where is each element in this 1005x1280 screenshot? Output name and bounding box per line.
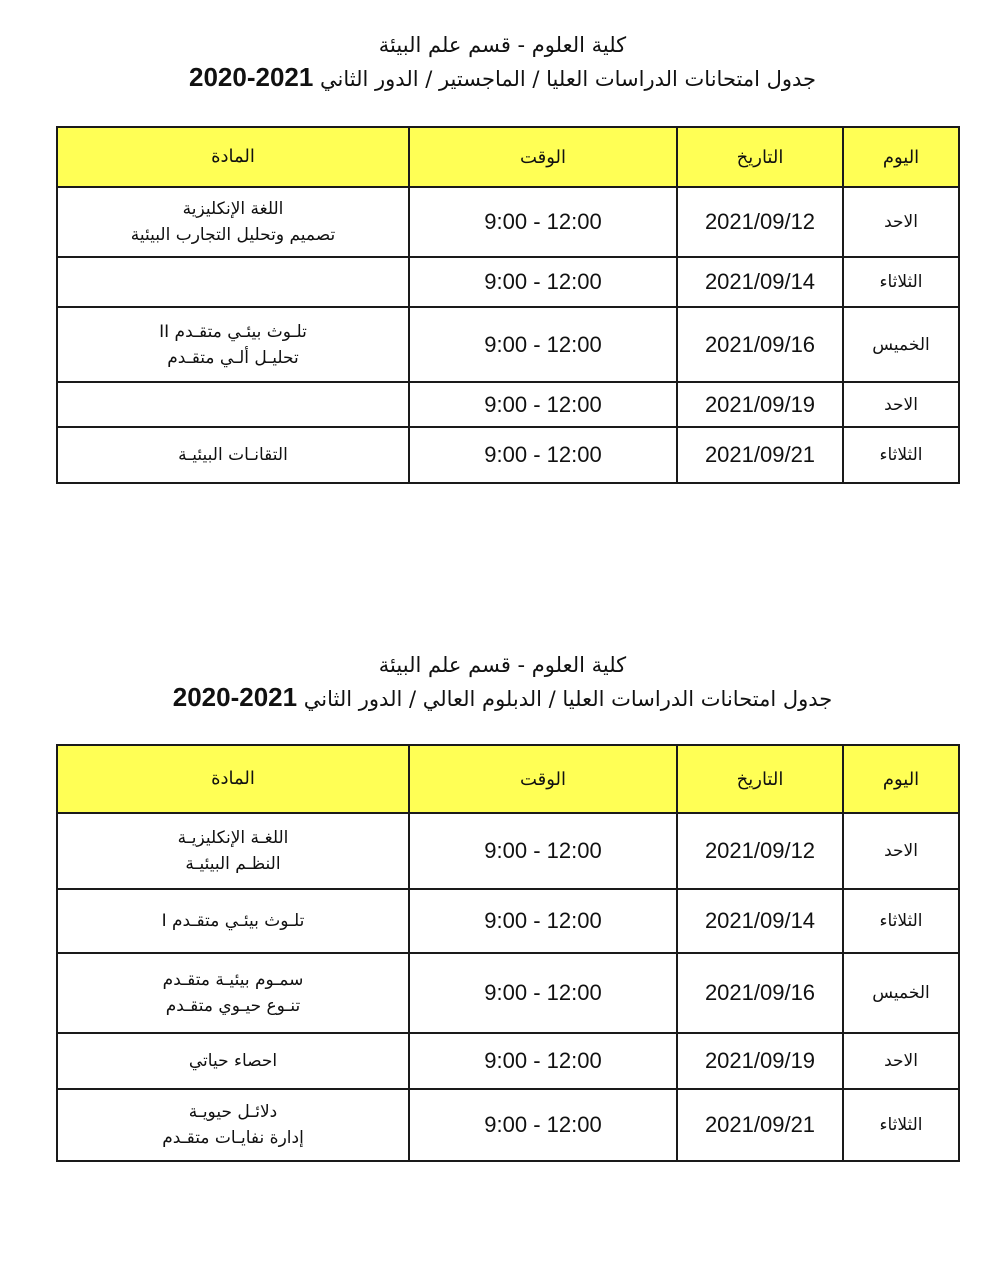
time-text: 9:00 - 12:00 [484, 1112, 602, 1137]
day-cell: الخميس [843, 307, 959, 382]
time-cell [409, 1033, 677, 1089]
date-cell [677, 813, 843, 889]
subject-line: اللغة الإنكليزية [182, 199, 284, 219]
date-text: 2021/09/16 [704, 331, 816, 357]
time-cell [409, 382, 677, 427]
subject-line: دلائـل حيويـة [188, 1102, 278, 1122]
section2-heading [0, 650, 1005, 716]
section1-heading [0, 30, 1005, 96]
subject-line: تلـوث بيئـي متقـدم II [159, 321, 307, 342]
subject-line: اللغـة الإنكليزيـة [177, 828, 289, 848]
subject-line: تلـوث بيئـي متقـدم I [161, 911, 305, 931]
section1-heading-text: جدول امتحانات الدراسات العليا / الماجستير / الدور الثاني [320, 67, 817, 91]
section1-table [56, 126, 960, 484]
date-text: 2021/09/19 [704, 1048, 816, 1073]
subject-line: التقانـات البيئيـة [178, 445, 288, 465]
section2-table [56, 744, 960, 1162]
time-text: 9:00 - 12:00 [484, 391, 602, 417]
header-subject: المادة [57, 745, 409, 813]
subject-cell [57, 307, 409, 382]
section2-year: 2020-2021 [172, 682, 298, 712]
day-cell: الثلاثاء [843, 889, 959, 953]
day-cell: الاحد [843, 382, 959, 427]
header-date: التاريخ [677, 745, 843, 813]
subject-cell [57, 427, 409, 483]
table-row [57, 813, 959, 889]
subject-line: تصميم وتحليل التجارب البيئية [130, 225, 336, 245]
date-cell [677, 382, 843, 427]
date-cell [677, 953, 843, 1033]
table-row [57, 257, 959, 307]
header-time: الوقت [409, 745, 677, 813]
header-subject: المادة [57, 127, 409, 187]
time-text: 9:00 - 12:00 [484, 209, 602, 234]
subject-cell [57, 1033, 409, 1089]
date-text: 2021/09/19 [704, 391, 816, 417]
date-cell [677, 427, 843, 483]
date-text: 2021/09/14 [704, 269, 816, 294]
time-cell [409, 307, 677, 382]
table-row [57, 307, 959, 382]
day-cell: الثلاثاء [843, 427, 959, 483]
date-text: 2021/09/16 [704, 980, 816, 1005]
subject-line: إدارة نفايـات متقـدم [162, 1128, 304, 1148]
time-text: 9:00 - 12:00 [484, 442, 602, 467]
section1-heading-line1: كلية العلوم - قسم علم البيئة [378, 33, 627, 57]
subject-line: احصاء حياتي [188, 1051, 278, 1071]
subject-line: سمـوم بيئيـة متقـدم [162, 970, 304, 990]
header-day: اليوم [843, 745, 959, 813]
table-row [57, 427, 959, 483]
day-cell: الاحد [843, 187, 959, 257]
subject-line: تنـوع حيـوي متقـدم [165, 996, 301, 1016]
subject-cell [57, 889, 409, 953]
day-cell: الاحد [843, 813, 959, 889]
subject-line: النظـم البيئيـة [185, 854, 281, 874]
subject-cell [57, 953, 409, 1033]
subject-cell [57, 187, 409, 257]
time-cell [409, 187, 677, 257]
table-row [57, 1033, 959, 1089]
subject-cell [57, 257, 409, 307]
date-cell [677, 307, 843, 382]
time-text: 9:00 - 12:00 [484, 331, 602, 357]
date-cell [677, 1089, 843, 1161]
table-header-row [57, 745, 959, 813]
day-cell: الثلاثاء [843, 1089, 959, 1161]
date-text: 2021/09/14 [704, 908, 816, 933]
date-text: 2021/09/21 [704, 442, 816, 467]
time-text: 9:00 - 12:00 [484, 1048, 602, 1073]
table-header-row [57, 127, 959, 187]
table-row [57, 889, 959, 953]
day-cell: الثلاثاء [843, 257, 959, 307]
date-cell [677, 257, 843, 307]
table-row [57, 187, 959, 257]
date-text: 2021/09/21 [704, 1112, 816, 1137]
date-cell [677, 1033, 843, 1089]
table-row [57, 1089, 959, 1161]
subject-cell [57, 1089, 409, 1161]
section1-heading-line2 [0, 60, 1005, 96]
section2-heading-line1: كلية العلوم - قسم علم البيئة [378, 653, 627, 677]
date-cell [677, 889, 843, 953]
time-text: 9:00 - 12:00 [484, 269, 602, 294]
day-cell: الخميس [843, 953, 959, 1033]
time-cell [409, 1089, 677, 1161]
time-cell [409, 953, 677, 1033]
subject-cell [57, 382, 409, 427]
time-cell [409, 813, 677, 889]
section2-heading-text: جدول امتحانات الدراسات العليا / الدبلوم العالي / الدور الثاني [303, 687, 833, 711]
date-text: 2021/09/12 [704, 838, 816, 863]
day-cell: الاحد [843, 1033, 959, 1089]
time-cell [409, 427, 677, 483]
table-row [57, 953, 959, 1033]
header-date: التاريخ [677, 127, 843, 187]
table-row [57, 382, 959, 427]
time-text: 9:00 - 12:00 [484, 980, 602, 1005]
section2-heading-line2 [0, 680, 1005, 716]
time-cell [409, 257, 677, 307]
time-text: 9:00 - 12:00 [484, 908, 602, 933]
header-day: اليوم [843, 127, 959, 187]
date-text: 2021/09/12 [704, 209, 816, 234]
subject-line: تحليـل ألـي متقـدم [167, 347, 299, 368]
subject-cell [57, 813, 409, 889]
time-text: 9:00 - 12:00 [484, 838, 602, 863]
date-cell [677, 187, 843, 257]
header-time: الوقت [409, 127, 677, 187]
section1-year: 2020-2021 [188, 62, 314, 92]
time-cell [409, 889, 677, 953]
